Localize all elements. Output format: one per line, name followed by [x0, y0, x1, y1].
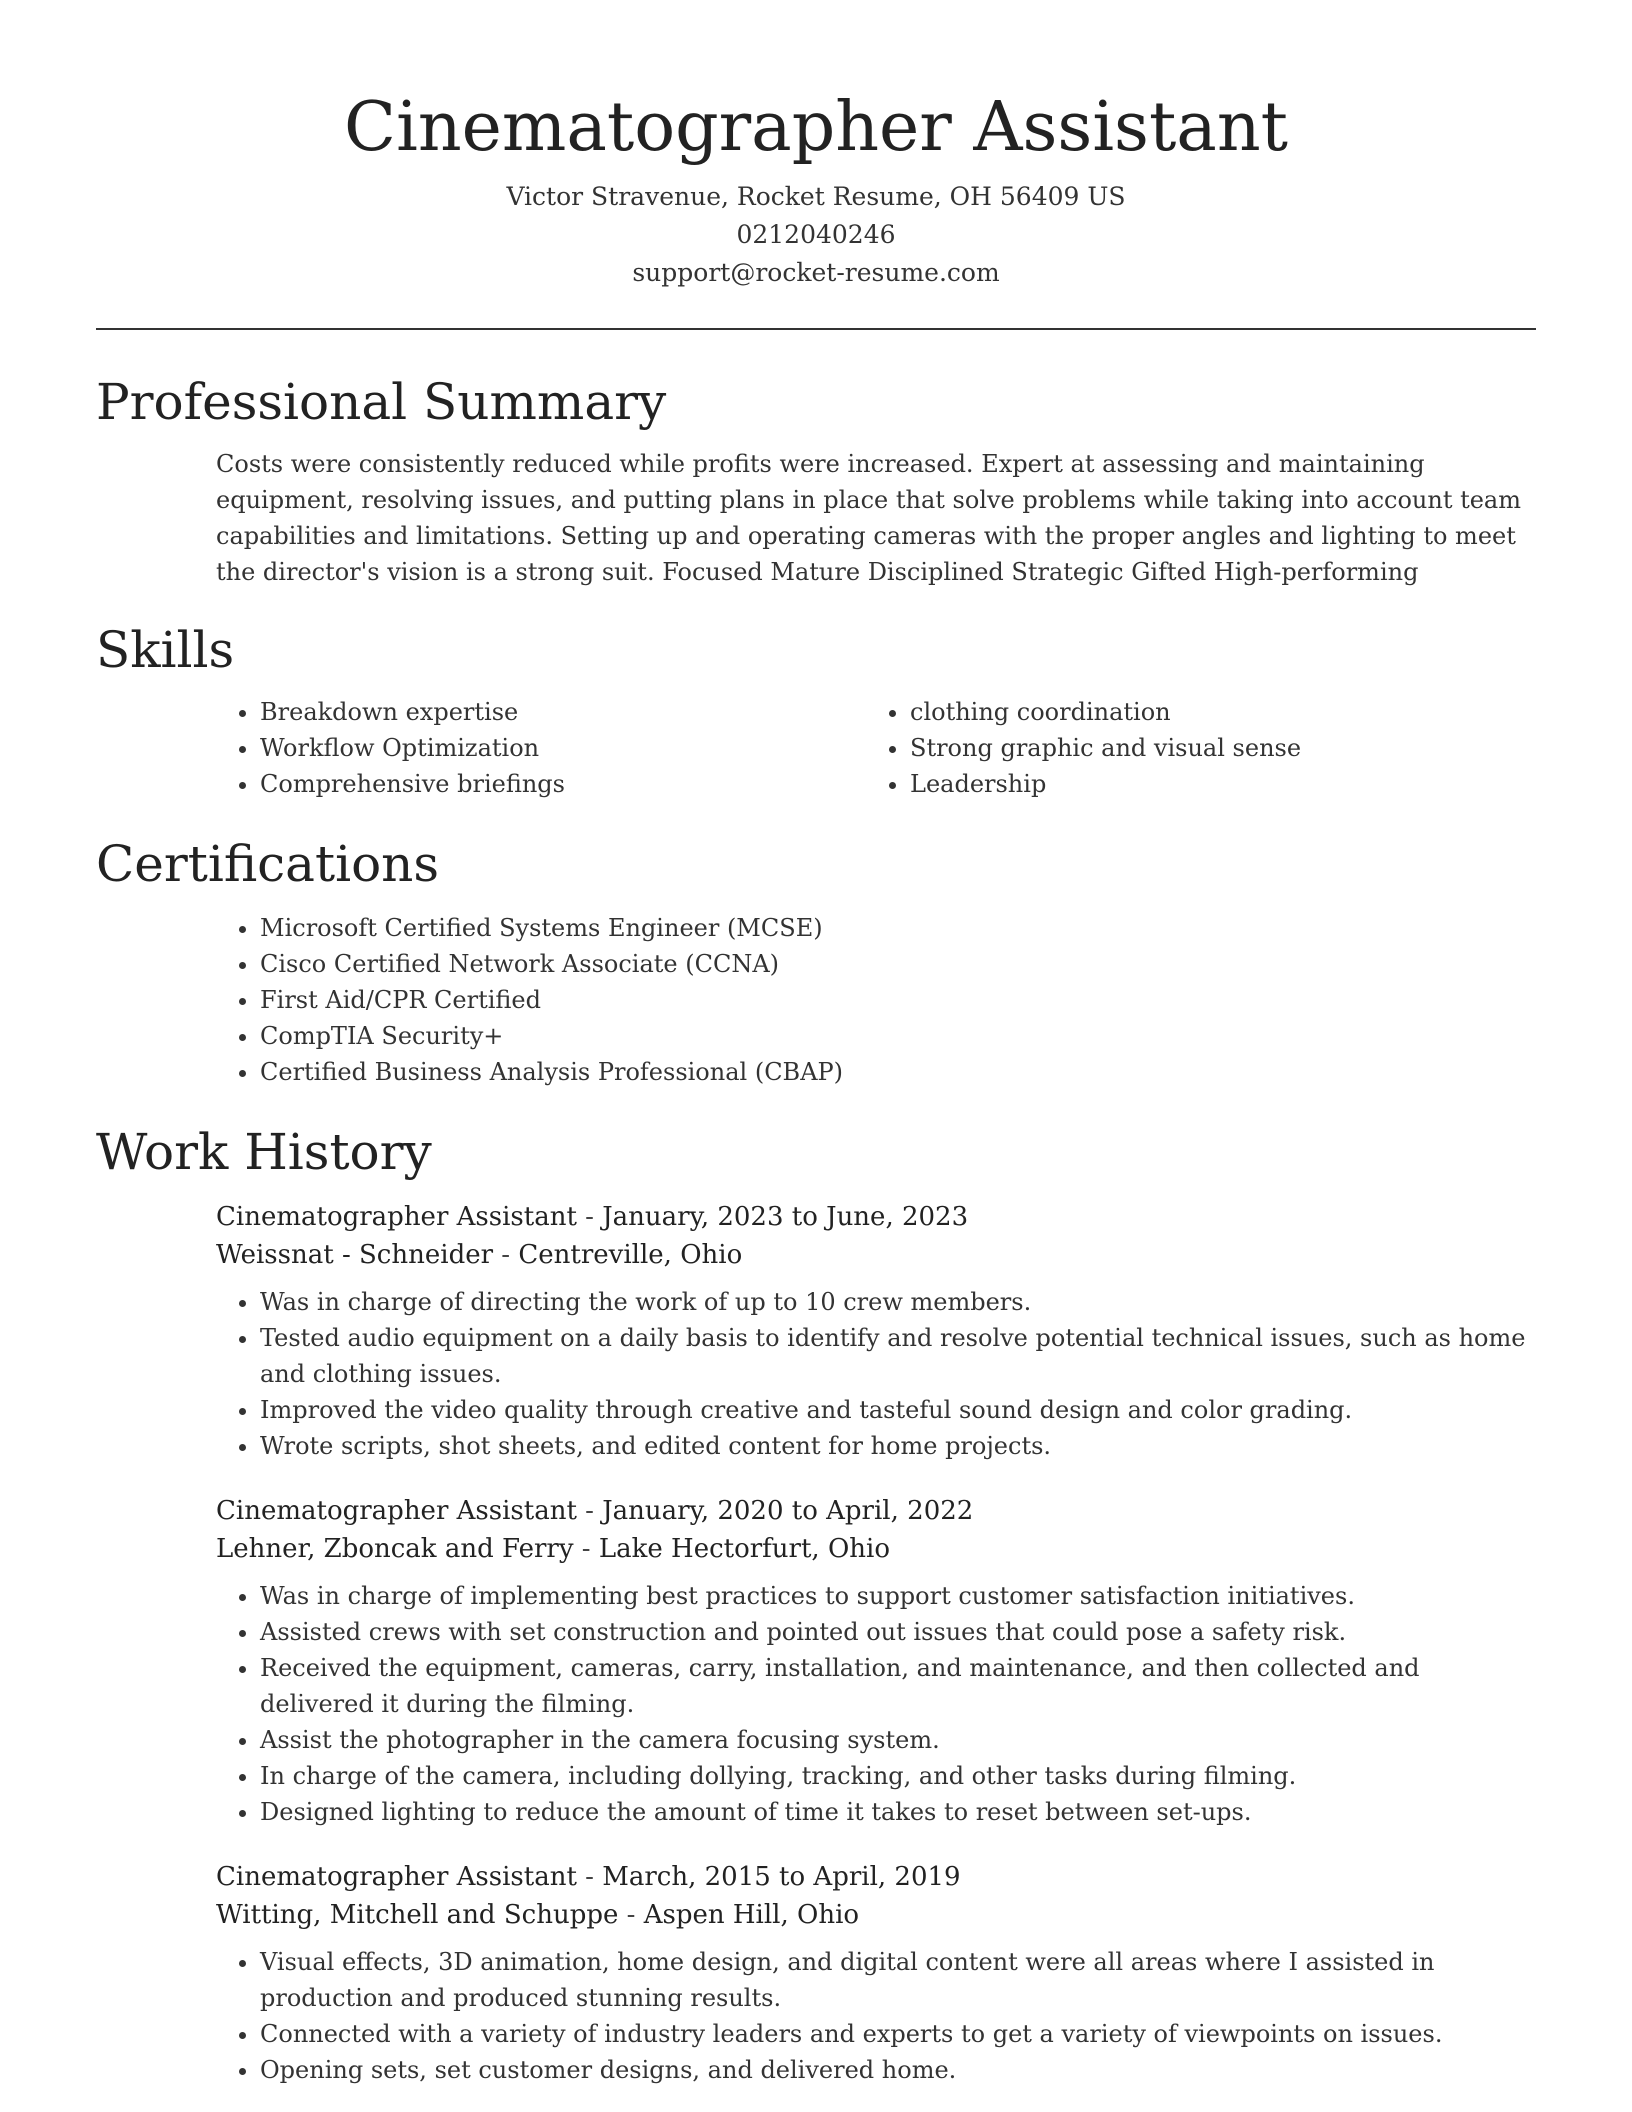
job-title: Cinematographer Assistant: [216, 1496, 577, 1526]
skill-item: • Workflow Optimization: [260, 730, 866, 766]
job-bullet: • Improved the video quality through creative and tasteful sound design and color grading.: [260, 1392, 1536, 1428]
skill-item: • clothing coordination: [910, 694, 1516, 730]
job-bullet: • Designed lighting to reduce the amount of time it takes to reset between set-ups.: [260, 1794, 1536, 1830]
job-bullet: • Wrote scripts, shot sheets, and edited content for home projects.: [260, 1428, 1536, 1464]
certifications-list: [216, 910, 1536, 1090]
certification-item: • Microsoft Certified Systems Engineer (MCSE): [260, 910, 1536, 946]
job-bullets: [216, 1578, 1536, 1830]
job-title: Cinematographer Assistant: [216, 1202, 577, 1232]
work-history-heading: Work History: [96, 1123, 432, 1181]
job-company-line: Weissnat - Schneider - Centreville, Ohio: [216, 1240, 743, 1270]
job-location: Centreville, Ohio: [518, 1240, 743, 1270]
job-company: Witting, Mitchell and Schuppe: [216, 1900, 619, 1930]
job-title-line: Cinematographer Assistant - January, 2020 to April, 2022: [216, 1496, 974, 1526]
job-entry: [216, 1198, 1536, 1464]
job-bullets: [216, 1944, 1536, 2088]
job-bullet: • Was in charge of directing the work of up to 10 crew members.: [260, 1284, 1536, 1320]
job-bullet: • In charge of the camera, including dollying, tracking, and other tasks during filming.: [260, 1758, 1536, 1794]
resume-title: Cinematographer Assistant: [344, 88, 1288, 167]
resume-header: [96, 0, 1536, 292]
certifications-heading: Certifications: [96, 835, 440, 893]
job-bullet: • Received the equipment, cameras, carry, installation, and maintenance, and then collected and delivered it during the filming.: [260, 1650, 1536, 1722]
job-bullet: • Assisted crews with set construction and pointed out issues that could pose a safety risk.: [260, 1614, 1536, 1650]
job-bullet: • Connected with a variety of industry leaders and experts to get a variety of viewpoints on issues.: [260, 2016, 1536, 2052]
job-bullet: • Visual effects, 3D animation, home design, and digital content were all areas where I assisted in production and produced stunning results.: [260, 1944, 1536, 2016]
job-company-line: Lehner, Zboncak and Ferry - Lake Hectorfurt, Ohio: [216, 1534, 890, 1564]
resume-page: [96, 0, 1536, 2112]
job-company: Lehner, Zboncak and Ferry: [216, 1534, 574, 1564]
job-bullet: • Tested audio equipment on a daily basis to identify and resolve potential technical issues, such as home and clothing issues.: [260, 1320, 1536, 1392]
header-divider: [96, 328, 1536, 330]
job-bullet: • Was in charge of implementing best practices to support customer satisfaction initiatives.: [260, 1578, 1536, 1614]
skill-item: • Leadership: [910, 766, 1516, 802]
job-bullet: • Assist the photographer in the camera focusing system.: [260, 1722, 1536, 1758]
job-location: Lake Hectorfurt, Ohio: [598, 1534, 890, 1564]
contact-phone: 0212040246: [736, 220, 896, 249]
work-history-body: [216, 1198, 1536, 2088]
job-dates: March, 2015 to April, 2019: [602, 1862, 961, 1892]
job-dates: January, 2023 to June, 2023: [602, 1202, 969, 1232]
summary-section: [96, 370, 1536, 590]
skills-column-right: [866, 694, 1516, 802]
certifications-body: [216, 910, 1536, 1090]
contact-address: Victor Stravenue, Rocket Resume, OH 56409 US: [506, 182, 1126, 211]
certification-item: • Cisco Certified Network Associate (CCNA): [260, 946, 1536, 982]
job-title-line: Cinematographer Assistant - January, 2023 to June, 2023: [216, 1202, 969, 1232]
job-location: Aspen Hill, Ohio: [643, 1900, 860, 1930]
job-dates: January, 2020 to April, 2022: [602, 1496, 974, 1526]
skills-section: [96, 618, 1536, 802]
job-title: Cinematographer Assistant: [216, 1862, 577, 1892]
skills-list-left: [216, 694, 866, 802]
skills-heading: Skills: [96, 621, 235, 679]
work-history-section: [96, 1120, 1536, 2088]
contact-email: support@rocket-resume.com: [632, 258, 1000, 287]
certification-item: • CompTIA Security+: [260, 1018, 1536, 1054]
job-company: Weissnat - Schneider: [216, 1240, 494, 1270]
skill-item: • Breakdown expertise: [260, 694, 866, 730]
skills-list-right: [866, 694, 1516, 802]
job-entry: [216, 1858, 1536, 2088]
certifications-section: [96, 832, 1536, 1090]
summary-heading: Professional Summary: [96, 373, 667, 431]
skill-item: • Comprehensive briefings: [260, 766, 866, 802]
job-bullet: • Opening sets, set customer designs, and delivered home.: [260, 2052, 1536, 2088]
summary-text: Costs were consistently reduced while profits were increased. Expert at assessing and maintaining equipment, resolving issues, and putting plans in place that solve problems while taking into account team capabilities and limitations. Setting up and operating cameras with the proper angles and lighting to meet the director's vision is a strong suit. Focused Mature Disciplined Strategic Gifted High-performing: [216, 450, 1521, 586]
job-bullets: [216, 1284, 1536, 1464]
certification-item: • Certified Business Analysis Professional (CBAP): [260, 1054, 1536, 1090]
job-company-line: Witting, Mitchell and Schuppe - Aspen Hill, Ohio: [216, 1900, 860, 1930]
skills-column-left: [216, 694, 866, 802]
job-title-line: Cinematographer Assistant - March, 2015 to April, 2019: [216, 1862, 961, 1892]
skills-grid: [216, 694, 1536, 802]
skill-item: • Strong graphic and visual sense: [910, 730, 1516, 766]
certification-item: • First Aid/CPR Certified: [260, 982, 1536, 1018]
job-entry: [216, 1492, 1536, 1830]
